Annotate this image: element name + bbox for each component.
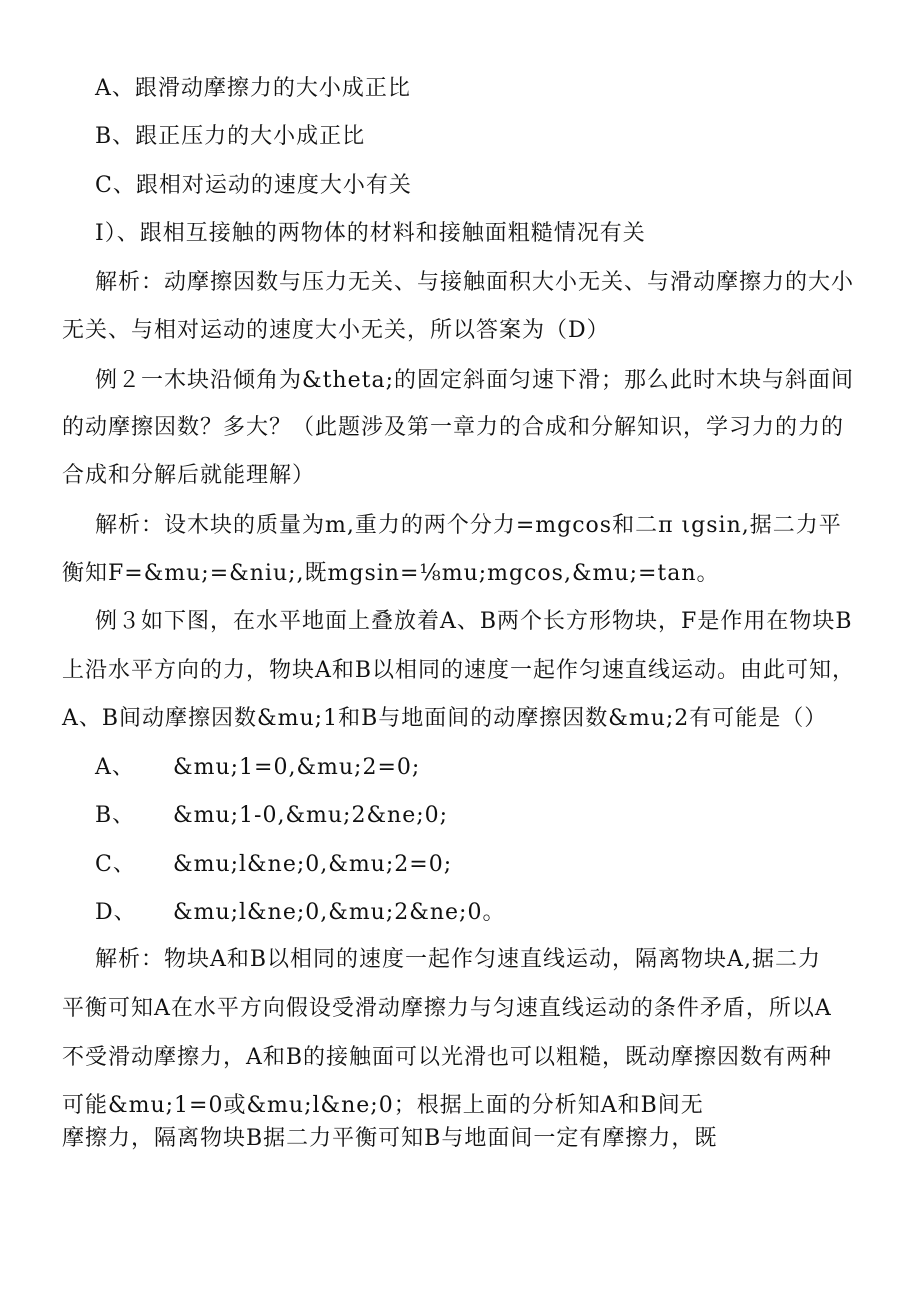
option-a-line: A、跟滑动摩擦力的大小成正比 bbox=[95, 76, 411, 101]
analysis-3-line-1: 解析：物块A和B以相同的速度一起作匀速直线运动，隔离物块A,据二力 bbox=[95, 947, 821, 972]
option-d-line: I）、跟相互接触的两物体的材料和接触面粗糙情况有关 bbox=[95, 221, 646, 246]
example-2-line-3: 合成和分解后就能理解） bbox=[62, 463, 316, 488]
example-2-line-2: 的动摩擦因数？多大？（此题涉及第一章力的合成和分解知识，学习力的力的 bbox=[62, 415, 845, 440]
example-3-line-2: 上沿水平方向的力，物块A和B以相同的速度一起作匀速直线运动。由此可知， bbox=[62, 658, 856, 683]
analysis-3-line-5: 摩擦力，隔离物块B据二力平衡可知B与地面间一定有摩擦力，既 bbox=[62, 1126, 718, 1151]
option-text: &mu;l&ne;0,&mu;2=0; bbox=[173, 852, 453, 877]
option-label: B、 bbox=[95, 803, 136, 828]
analysis-3-line-2: 平衡可知A在水平方向假设受滑动摩擦力与匀速直线运动的条件矛盾，所以A bbox=[62, 996, 832, 1021]
example-3-option-d bbox=[95, 898, 505, 928]
analysis-1-line-2: 无关、与相对运动的速度大小无关，所以答案为（D） bbox=[62, 318, 610, 343]
analysis-2-line-1: 解析：设木块的质量为m,重力的两个分力=mgcos和二π ιgsin,据二力平 bbox=[95, 513, 842, 538]
option-label: D、 bbox=[95, 900, 137, 925]
example-3-line-3: A、B间动摩擦因数&mu;1和B与地面间的动摩擦因数&mu;2有可能是（） bbox=[62, 706, 828, 731]
option-text: &mu;1=0,&mu;2=0; bbox=[173, 755, 421, 780]
option-c-line: C、跟相对运动的速度大小有关 bbox=[95, 173, 412, 198]
option-label: C、 bbox=[95, 852, 136, 877]
example-3-option-b bbox=[95, 801, 448, 831]
example-3-line-1: 例３如下图，在水平地面上叠放着A、B两个长方形物块，F是作用在物块B bbox=[95, 609, 853, 634]
analysis-3-line-4: 可能&mu;1=0或&mu;l&ne;0；根据上面的分析知A和B间无 bbox=[62, 1093, 704, 1118]
option-b-line: B、跟正压力的大小成正比 bbox=[95, 124, 366, 149]
option-text: &mu;1-0,&mu;2&ne;0; bbox=[173, 803, 449, 828]
example-3-option-c bbox=[95, 850, 452, 880]
option-label: A、 bbox=[95, 755, 135, 780]
option-text: &mu;l&ne;0,&mu;2&ne;0。 bbox=[173, 900, 506, 925]
analysis-2-line-2: 衡知F=&mu;=&niu;,既mgsin=⅛mu;mgcos,&mu;=tan。 bbox=[62, 561, 720, 586]
example-3-option-a bbox=[95, 753, 420, 783]
analysis-1-line-1: 解析：动摩擦因数与压力无关、与接触面积大小无关、与滑动摩擦力的大小 bbox=[95, 270, 855, 295]
analysis-3-line-3: 不受滑动摩擦力，A和B的接触面可以光滑也可以粗糙，既动摩擦因数有两种 bbox=[62, 1045, 833, 1070]
example-2-line-1: 例２一木块沿倾角为&theta;的固定斜面匀速下滑；那么此时木块与斜面间 bbox=[95, 368, 854, 393]
